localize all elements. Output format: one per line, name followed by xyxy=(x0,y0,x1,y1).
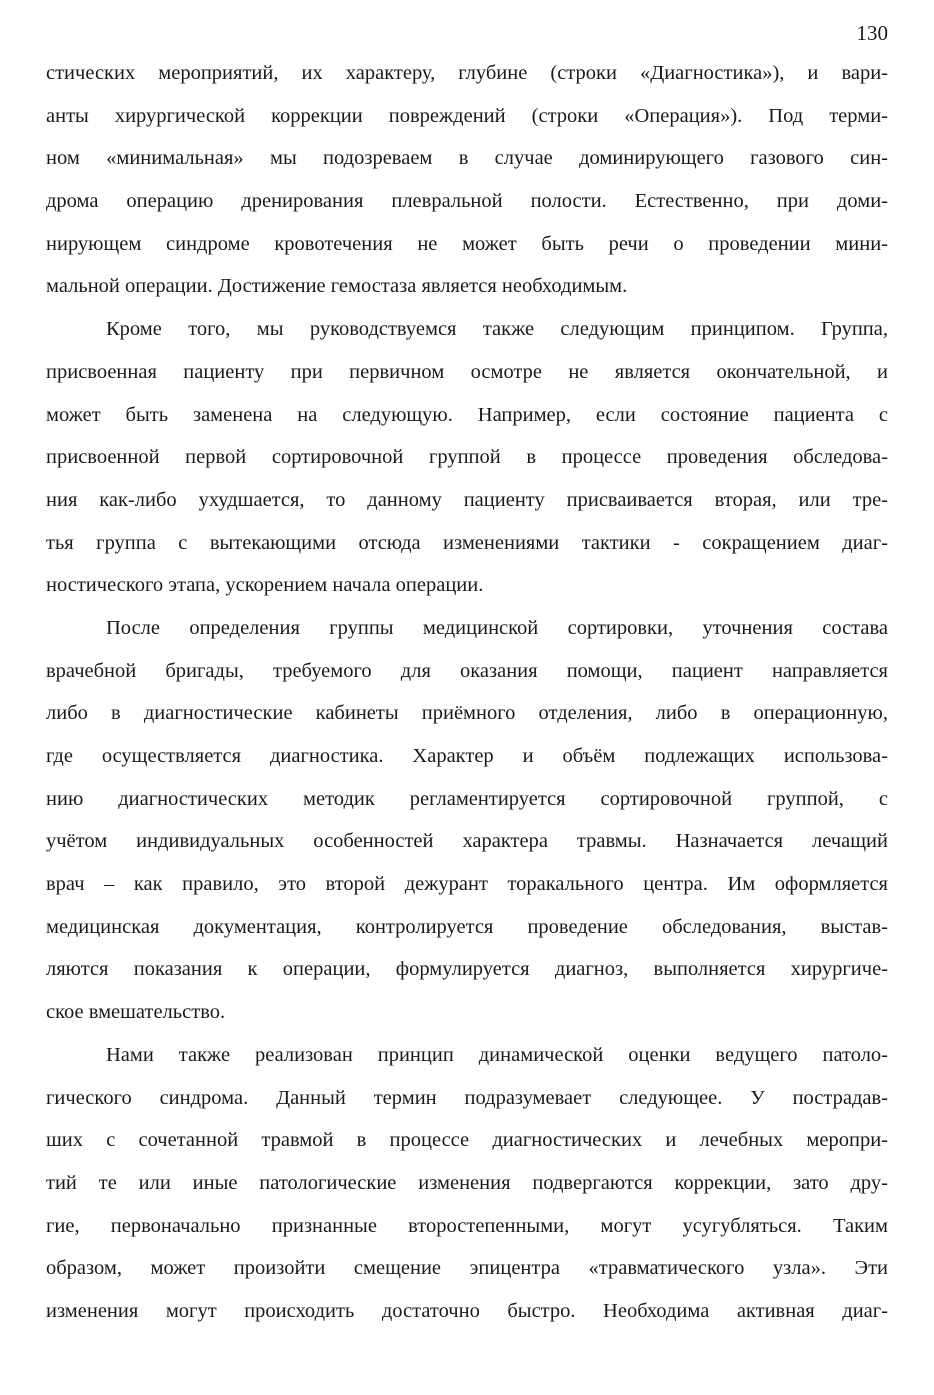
text-line: мальной операции. Достижение гемостаза является необходимым. xyxy=(46,275,628,298)
text-line: тья группа с вытекающими отсюда изменениями тактики - сокращением диаг- xyxy=(46,531,888,554)
text-line: ном «минимальная» мы подозреваем в случае доминирующего газового син- xyxy=(46,147,888,170)
text-line: стических мероприятий, их характеру, глубине (строки «Диагностика»), и вари- xyxy=(46,62,888,84)
text-line: может быть заменена на следующую. Например, если состояние пациента с xyxy=(46,403,888,426)
text-line: гие, первоначально признанные второстепенными, могут усугубляться. Таким xyxy=(46,1214,888,1237)
text-line: образом, может произойти смещение эпицентра «травматического узла». Эти xyxy=(46,1257,888,1280)
paragraph-3 xyxy=(46,607,888,1034)
text-line: Кроме того, мы руководствуемся также следующим принципом. Группа, xyxy=(106,318,888,341)
text-line: присвоенная пациенту при первичном осмотре не является окончательной, и xyxy=(46,360,888,383)
text-line: где осуществляется диагностика. Характер и объём подлежащих использова- xyxy=(46,745,888,767)
text-line: После определения группы медицинской сортировки, уточнения состава xyxy=(106,616,888,639)
text-line: ское вмешательство. xyxy=(46,1001,226,1024)
paragraph-4 xyxy=(46,1034,888,1333)
page-body xyxy=(46,52,888,1333)
text-line: присвоенной первой сортировочной группой в процессе проведения обследова- xyxy=(46,446,888,469)
text-line: учётом индивидуальных особенностей характера травмы. Назначается лечащий xyxy=(46,830,888,853)
page-number: 130 xyxy=(856,21,888,45)
paragraph-2 xyxy=(46,308,888,607)
text-line: ностического этапа, ускорением начала операции. xyxy=(46,574,484,597)
text-line: дрома операцию дренирования плевральной полости. Естественно, при доми- xyxy=(46,190,888,213)
text-line: ляются показания к операции, формулируется диагноз, выполняется хирургиче- xyxy=(46,958,888,981)
text-line: врач – как правило, это второй дежурант торакального центра. Им оформляется xyxy=(46,873,888,896)
text-line: изменения могут происходить достаточно быстро. Необходима активная диаг- xyxy=(46,1299,888,1322)
text-line: либо в диагностические кабинеты приёмного отделения, либо в операционную, xyxy=(46,702,888,725)
text-line: врачебной бригады, требуемого для оказания помощи, пациент направляется xyxy=(46,659,888,682)
text-line: медицинская документация, контролируется проведение обследования, выстав- xyxy=(46,915,888,938)
text-line: тий те или иные патологические изменения подвергаются коррекции, зато дру- xyxy=(46,1171,888,1194)
text-line: Нами также реализован принцип динамической оценки ведущего патоло- xyxy=(106,1043,888,1066)
text-line: ния как-либо ухудшается, то данному пациенту присваивается вторая, или тре- xyxy=(46,488,888,511)
text-line: ших с сочетанной травмой в процессе диагностических и лечебных меропри- xyxy=(46,1129,888,1152)
text-line: гического синдрома. Данный термин подразумевает следующее. У пострадав- xyxy=(46,1086,888,1109)
paragraph-1 xyxy=(46,52,888,308)
text-line: нирующем синдроме кровотечения не может быть речи о проведении мини- xyxy=(46,232,888,255)
text-line: анты хирургической коррекции повреждений (строки «Операция»). Под терми- xyxy=(46,104,888,127)
text-line: нию диагностических методик регламентируется сортировочной группой, с xyxy=(46,787,888,810)
